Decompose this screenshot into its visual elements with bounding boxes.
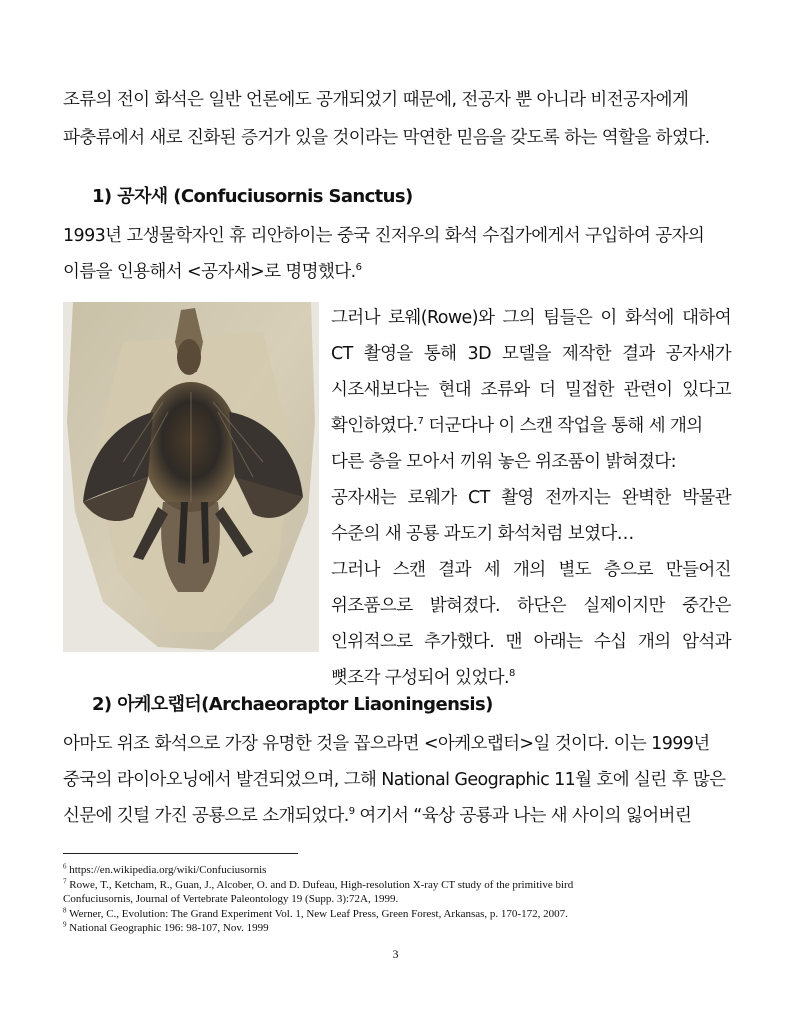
footnote-text: National Geographic 196: 98-107, Nov. 1999 (69, 922, 269, 934)
footnote-link[interactable]: https://en.wikipedia.org/wiki/Confuciusornis (69, 864, 267, 876)
fossil-description-column (331, 300, 731, 696)
footnote-number: 9 (63, 920, 67, 929)
footnote-number: 8 (63, 906, 67, 915)
intro-line-1: 조류의 전이 화석은 일반 언론에도 공개되었기 때문에, 전공자 뿐 아니라 비전공자에게 (63, 90, 689, 110)
footnote-8 (63, 908, 568, 920)
page-number: 3 (392, 947, 399, 961)
column-line: 위조품으로 밝혀졌다. 하단은 실제이지만 중간은 (331, 596, 731, 616)
section-2-heading: 2) 아케오랩터(Archaeoraptor Liaoningensis) (92, 694, 493, 715)
footnote-ref-8: 8 (508, 668, 515, 680)
column-line: 시조새보다는 현대 조류와 더 밀접한 관련이 있다고 (331, 380, 731, 400)
section-1-line-2 (63, 258, 361, 283)
section-2-line-3a: 신문에 깃털 가진 공룡으로 소개되었다. (63, 806, 349, 826)
column-line: 수준의 새 공룡 과도기 화석처럼 보였다… (331, 524, 634, 544)
column-line-tail: 더군다나 이 스캔 작업을 통해 세 개의 (423, 416, 703, 436)
intro-line-2: 파충류에서 새로 진화된 증거가 있을 것이라는 막연한 믿음을 갖도록 하는 역할을 하였다. (63, 128, 710, 148)
confuciusornis-fossil-image (63, 302, 319, 652)
footnote-number: 6 (63, 862, 67, 871)
section-2-line-3 (63, 802, 691, 827)
footnote-text: Rowe, T., Ketcham, R., Guan, J., Alcober, O. and D. Dufeau, High-resolution X-ray CT study of the primitive bird (69, 879, 574, 891)
section-2-line-1: 아마도 위조 화석으로 가장 유명한 것을 꼽으라면 <아케오랩터>일 것이다. 이는 1999년 (63, 734, 710, 754)
footnote-7 (63, 879, 573, 891)
column-line-text: 뼛조각 구성되어 있었다. (331, 668, 509, 688)
column-line (331, 408, 731, 444)
column-line: 공자새는 로웨가 CT 촬영 전까지는 완벽한 박물관 (331, 488, 731, 508)
footnote-9 (63, 922, 269, 934)
section-2-line-2: 중국의 라이아오닝에서 발견되었으며, 그해 National Geographic 11월 호에 실린 후 많은 (63, 770, 726, 790)
column-line: 인위적으로 추가했다. 맨 아래는 수십 개의 암석과 (331, 632, 731, 652)
column-line: 그러나 로웨(Rowe)와 그의 팀들은 이 화석에 대하여 (331, 308, 731, 328)
footnote-text: Werner, C., Evolution: The Grand Experiment Vol. 1, New Leaf Press, Green Forest, Arkansas, p. 170-172, 2007. (69, 908, 568, 920)
column-line: 그러나 스캔 결과 세 개의 별도 층으로 만들어진 (331, 560, 731, 580)
footnote-6 (63, 864, 266, 876)
footnote-text: Confuciusornis, Journal of Vertebrate Paleontology 19 (Supp. 3):72A, 1999. (63, 893, 399, 905)
footnote-ref-9: 9 (348, 806, 355, 818)
footnote-separator (63, 853, 298, 854)
footnote-ref-6: 6 (355, 262, 362, 274)
section-1-line-2-text: 이름을 인용해서 <공자새>로 명명했다. (63, 262, 356, 282)
footnote-ref-7: 7 (417, 416, 424, 428)
section-2-line-3b: 여기서 “육상 공룡과 나는 새 사이의 잃어버린 (354, 806, 692, 826)
section-1-heading: 1) 공자새 (Confuciusornis Sanctus) (92, 186, 413, 207)
column-line: CT 촬영을 통해 3D 모델을 제작한 결과 공자새가 (331, 344, 731, 364)
column-line: 다른 층을 모아서 끼워 놓은 위조품이 밝혀졌다: (331, 452, 676, 472)
footnote-7-cont (63, 893, 398, 905)
column-line-text: 확인하였다. (331, 416, 418, 436)
footnote-number: 7 (63, 877, 67, 886)
section-1-line-1: 1993년 고생물학자인 휴 리안하이는 중국 진저우의 화석 수집가에게서 구입하여 공자의 (63, 226, 705, 246)
